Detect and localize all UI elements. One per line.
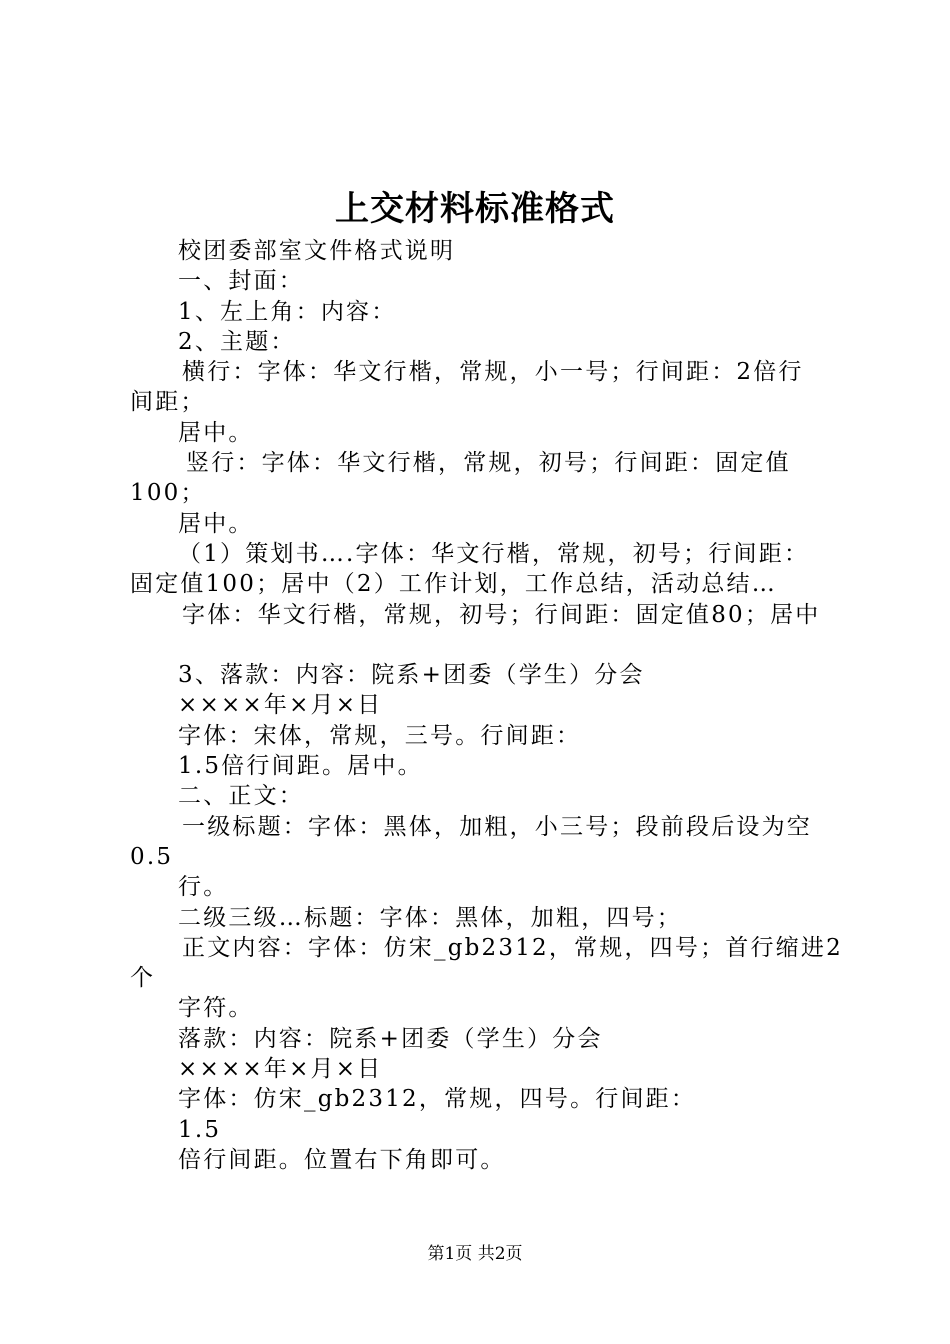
paragraph-line: 落款：内容：院系+团委（学生）分会 [178,1025,603,1052]
paragraph-line: 横行：字体：华文行楷，常规，小一号；行间距：2倍行 [182,359,804,386]
paragraph-line: 1.5倍行间距。居中。 [178,753,423,780]
paragraph-line: 100； [130,480,206,507]
document-body [130,236,843,1175]
paragraph-line: 间距； [130,389,206,416]
document-title: 上交材料标准格式 [335,189,615,229]
paragraph-line: 一、封面： [178,268,304,295]
paragraph-line: 固定值100；居中（2）工作计划，工作总结，活动总结… [130,571,777,598]
paragraph-line: 二、正文： [178,783,304,810]
paragraph-line: 1、左上角：内容： [178,298,397,325]
paragraph-line: 校团委部室文件格式说明 [178,238,456,264]
paragraph-line: 字体：仿宋_gb2312，常规，四号。行间距： [178,1086,697,1113]
page-footer: 第1页 共2页 [427,1244,523,1264]
paragraph-line: 字体：华文行楷，常规，初号；行间距：固定值80；居中 [182,601,821,628]
paragraph-line: 个 [130,965,156,992]
paragraph-line: 正文内容：字体：仿宋_gb2312，常规，四号；首行缩进2 [182,934,843,961]
paragraph-line: （1）策划书….字体：华文行楷，常规，初号；行间距： [178,540,810,567]
paragraph-line: 0.5 [130,843,174,870]
paragraph-line: ××××年×月×日 [178,1056,383,1083]
blank-line [130,630,832,660]
paragraph-line: ××××年×月×日 [178,692,383,719]
paragraph-line: 一级标题：字体：黑体，加粗，小三号；段前段后设为空 [182,813,812,840]
paragraph-line: 3、落款：内容：院系+团委（学生）分会 [178,662,645,689]
paragraph-line: 字体：宋体，常规，三号。行间距： [178,722,582,749]
paragraph-line: 字符。 [178,995,254,1022]
paragraph-line: 居中。 [178,510,254,537]
paragraph-line: 居中。 [178,419,254,446]
paragraph-line: 倍行间距。位置右下角即可。 [178,1146,506,1173]
paragraph-line: 二级三级…标题：字体：黑体，加粗，四号； [178,904,682,931]
paragraph-line: 行。 [178,874,229,901]
paragraph-line: 1.5 [178,1116,222,1143]
paragraph-line: 竖行：字体：华文行楷，常规，初号；行间距：固定值 [186,450,791,477]
paragraph-line: 2、主题： [178,328,296,355]
